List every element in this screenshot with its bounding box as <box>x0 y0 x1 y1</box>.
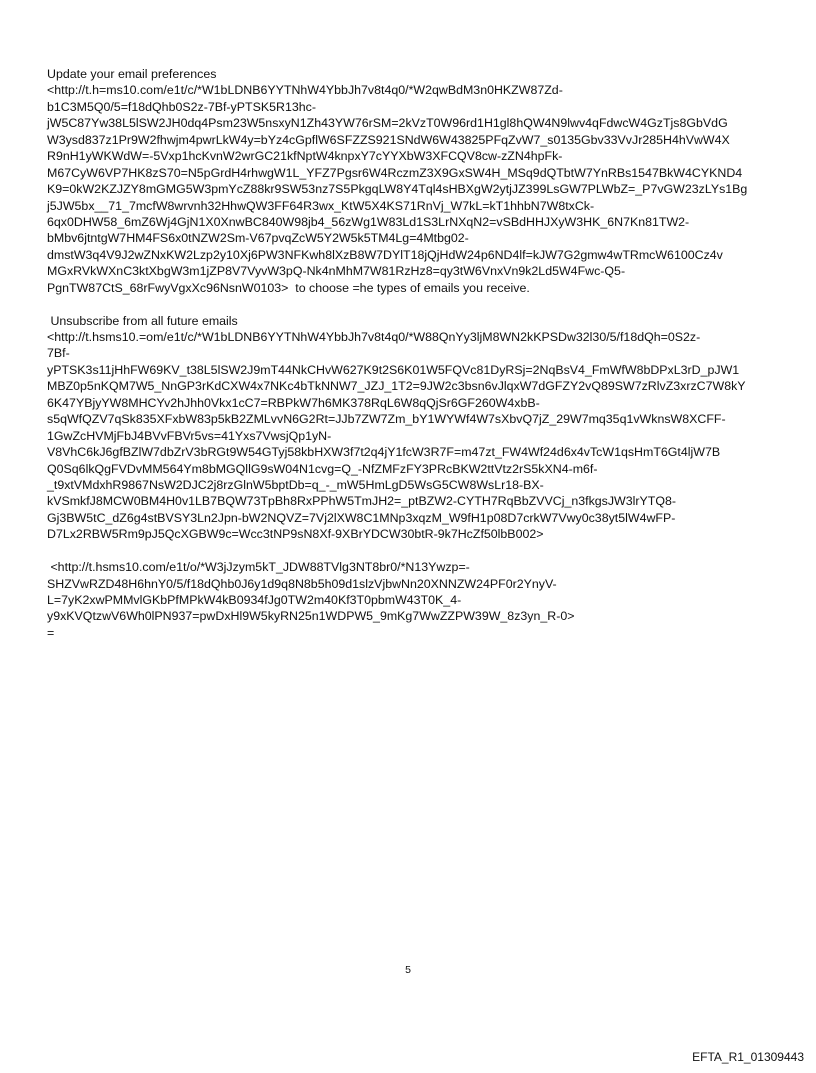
unsubscribe-link-line[interactable]: 7Bf- <box>47 346 70 361</box>
spacer <box>47 296 777 312</box>
email-preferences-heading: Update your email preferences <box>47 67 217 81</box>
unsubscribe-link-line[interactable]: yPTSK3s11jHhFW69KV_t38L5lSW2J9mT44NkCHvW627K9t2S6K01W5FQVc81DyRSj=2NqBsV4_FmWfW8bDPxL3rD_pJW1 <box>47 362 740 377</box>
unsubscribe-link-line[interactable]: 6K47YBjyYW8MHCYv2hJhh0Vkx1cC7=RBPkW7h6MK378RqL6W8qQjSr6GF260W4xbB- <box>47 395 540 410</box>
unsubscribe-link-line[interactable]: Q0Sq6lkQgFVDvMM564Ym8bMGQllG9sW04N1cvg=Q_-NfZMFzFY3PRcBKW2ttVtz2rS5kXN4-m6f- <box>47 461 598 476</box>
trailing-equals: = <box>47 625 55 640</box>
document-body <box>47 66 777 641</box>
email-preferences-link-line[interactable]: W3ysd837z1Pr9W2fhwjm4pwrLkW4y=bYz4cGpflW6SFZZS921SNdW6W43825PFqZvW7_s0135Gbv33VvJr285H4hVwW4X <box>47 132 730 147</box>
unsubscribe-link-line[interactable]: 1GwZcHVMjFbJ4BVvFBVr5vs=41Yxs7VwsjQp1yN- <box>47 428 332 443</box>
unsubscribe-heading: Unsubscribe from all future emails <box>47 313 238 328</box>
unsubscribe-link-line[interactable]: Gj3BW5tC_dZ6g4stBVSY3Ln2Jpn-bW2NQVZ=7Vj2lXW8C1MNp3xqzM_W9fH1p08D7crkW7Vwy0c38yt5lW4wFP- <box>47 510 676 525</box>
email-preferences-link-line[interactable]: j5JW5bx__71_7mcfW8wrvnh32HhwQW3FF64R3wx_KtW5X4KS71RnVj_W7kL=kT1hhbN7W8txCk- <box>47 198 595 213</box>
email-preferences-link-line[interactable]: M67CyW6VP7HK8zS70=N5pGrdH4rhwgW1L_YFZ7Pgsr6W4RczmZ3X9GxSW4H_MSq9dQTbtW7YnRBs1547BkW4CYKND4 <box>47 165 743 180</box>
email-preferences-link-line[interactable]: PgnTW87CtS_68rFwyVgxXc96NsnW0103> to choose =he types of emails you receive. <box>47 280 530 295</box>
document-id: EFTA_R1_01309443 <box>692 1050 804 1064</box>
unsubscribe-link-line[interactable]: kVSmkfJ8MCW0BM4H0v1LB7BQW73TpBh8RxPPhW5TmJH2=_ptBZW2-CYTH7RqBbZVVCj_n3fkgsJW3lrYTQ8- <box>47 494 677 509</box>
email-preferences-link-line[interactable]: dmstW3q4V9J2wZNxKW2Lzp2y10Xj6PW3NFKwh8lXzB8W7DYlT18jQjHdW24p6ND4lf=kJW7G2gmw4wTRmcW6100Cz4v <box>47 247 723 262</box>
tracking-link-line[interactable]: y9xKVQtzwV6Wh0lPN937=pwDxHl9W5kyRN25n1WDPW5_9mKg7WwZZPW39W_8z3yn_R-0> <box>47 609 575 624</box>
tracking-link-section <box>47 559 777 641</box>
email-preferences-link-line[interactable]: jW5C87Yw38L5lSW2JH0dq4Psm23W5nsxyN1Zh43YW76rSM=2kVzT0W96rd1H1gl8hQW4N9lwv4qFdwcW4GzTjs8GbVdG <box>47 116 728 131</box>
email-preferences-link-line[interactable]: MGxRVkWXnC3ktXbgW3m1jZP8V7VyvW3pQ-Nk4nMhM7W81RzHz8=qy3tW6VnxVn9k2Ld5W4Fwc-Q5- <box>47 264 626 279</box>
email-preferences-link-line[interactable]: <http://t.h=ms10.com/e1t/c/*W1bLDNB6YYTNhW4YbbJh7v8t4q0/*W2qwBdM3n0HKZW87Zd- <box>47 83 563 98</box>
tracking-link-line[interactable]: SHZVwRZD48H6hnY0/5/f18dQhb0J6y1d9q8N8b5h09d1slzVjbwNn20XNNZW24PF0r2YnyV- <box>47 576 557 591</box>
email-preferences-link-line[interactable]: b1C3M5Q0/5=f18dQhb0S2z-7Bf-yPTSK5R13hc- <box>47 99 316 114</box>
page-number: 5 <box>405 964 411 976</box>
email-preferences-link-line[interactable]: 6qx0DHW58_6mZ6Wj4GjN1X0XnwBC840W98jb4_56zWg1W83Ld1S3LrNXqN2=vSBdHHJXyW3HK_6N7Kn81TW2- <box>47 214 690 229</box>
unsubscribe-link-line[interactable]: V8VhC6kJ6gfBZlW7dbZrV3bRGt9W54GTyj58kbHXW3f7t2q4jY1fcW3R7F=m47zt_FW4Wf24d6x4vTcW1qsHmT6Gt4ljW7B <box>47 445 721 460</box>
spacer <box>47 543 777 559</box>
unsubscribe-link-line[interactable]: <http://t.hsms10.=om/e1t/c/*W1bLDNB6YYTNhW4YbbJh7v8t4q0/*W88QnYy3ljM8WN2kKPSDw32l30/5/f18dQh=0S2z- <box>47 330 701 344</box>
email-preferences-link-line[interactable]: bMbv6jtntgW7HM4FS6x0tNZW2Sm-V67pvqZcW5Y2W5k5TM4Lg=4Mtbg02- <box>47 231 469 246</box>
email-preferences-link-line[interactable]: R9nH1yWKWdW=-5Vxp1hcKvnW2wrGC21kfNptW4knpxY7cYYXbW3XFCQV8cw-zZN4hpFk- <box>47 149 563 164</box>
email-preferences-link-line[interactable]: K9=0kW2KZJZY8mGMG5W3pmYcZ88kr9SW53nz7S5PkgqLW8Y4Tql4sHBXgW2ytjJZ399LsGW7PLWbZ=_P7vGW23zLYs1Bg <box>47 182 748 197</box>
unsubscribe-link-line[interactable]: D7Lx2RBW5Rm9pJ5QcXGBW9c=Wcc3tNP9sN8Xf-9XBrYDCW30btR-9k7HcZf50lbB002> <box>47 527 544 542</box>
email-preferences-section <box>47 66 777 296</box>
tracking-link-line[interactable]: <http://t.hsms10.com/e1t/o/*W3jJzym5kT_JDW88TVlg3NT8br0/*N13Ywzp=- <box>47 560 470 575</box>
unsubscribe-link-line[interactable]: s5qWfQZV7qSk835XFxbW83p5kB2ZMLvvN6G2Rt=JJb7ZW7Zm_bY1WYWf4W7sXbvQ7jZ_29W7mq35q1vWknsW8XCFF- <box>47 412 726 427</box>
unsubscribe-link-line[interactable]: _t9xtVMdxhR9867NsW2DJC2j8rzGlnW5bptDb=q_-_mW5HmLgD5WsG5CW8WsLr18-BX- <box>47 477 544 492</box>
unsubscribe-section <box>47 313 777 543</box>
unsubscribe-link-line[interactable]: MBZ0p5nKQM7W5_NnGP3rKdCXW4x7NKc4bTkNNW7_JZJ_1T2=9JW2c3bsn6vJlqxW7dGFZY2vQ89SW7zRlvZ3xrzC7W8kY <box>47 379 746 394</box>
tracking-link-line[interactable]: L=7yK2xwPMMvlGKbPfMPkW4kB0934fJg0TW2m40Kf3T0pbmW43T0K_4- <box>47 593 462 607</box>
